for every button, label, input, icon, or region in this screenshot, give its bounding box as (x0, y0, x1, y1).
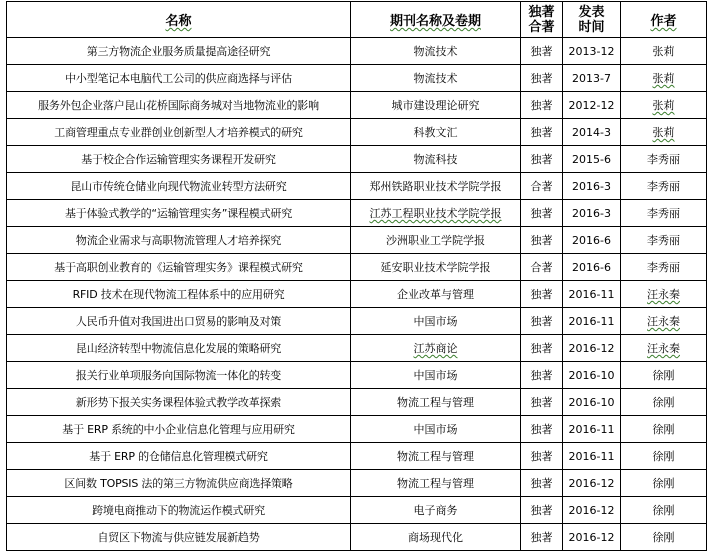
cell-title: 物流企业需求与高职物流管理人才培养探究 (7, 227, 351, 254)
cell-date: 2012-12 (563, 92, 621, 119)
table-row (7, 335, 707, 362)
cell-author: 李秀丽 (621, 146, 707, 173)
cell-journal: 科教文汇 (351, 119, 521, 146)
cell-journal: 中国市场 (351, 308, 521, 335)
table-row (7, 38, 707, 65)
cell-type: 独著 (521, 308, 563, 335)
cell-title: 新形势下报关实务课程体验式教学改革探索 (7, 389, 351, 416)
cell-author: 汪永秦 (621, 308, 707, 335)
cell-type: 独著 (521, 92, 563, 119)
cell-date: 2013-7 (563, 65, 621, 92)
cell-journal: 江苏商论 (351, 335, 521, 362)
table-row (7, 416, 707, 443)
table-row (7, 173, 707, 200)
cell-date: 2016-11 (563, 281, 621, 308)
cell-title: 基于 ERP 的仓储信息化管理模式研究 (7, 443, 351, 470)
cell-type: 独著 (521, 65, 563, 92)
cell-title: 区间数 TOPSIS 法的第三方物流供应商选择策略 (7, 470, 351, 497)
table-row (7, 524, 707, 551)
cell-journal: 企业改革与管理 (351, 281, 521, 308)
cell-title: 工商管理重点专业群创业创新型人才培养模式的研究 (7, 119, 351, 146)
cell-date: 2016-6 (563, 227, 621, 254)
cell-type: 独著 (521, 119, 563, 146)
cell-type: 独著 (521, 524, 563, 551)
cell-author: 徐刚 (621, 362, 707, 389)
table-row (7, 227, 707, 254)
cell-type: 独著 (521, 497, 563, 524)
cell-author: 汪永秦 (621, 335, 707, 362)
table-row (7, 254, 707, 281)
cell-author: 徐刚 (621, 524, 707, 551)
cell-journal: 城市建设理论研究 (351, 92, 521, 119)
cell-type: 独著 (521, 281, 563, 308)
cell-title: 中小型笔记本电脑代工公司的供应商选择与评估 (7, 65, 351, 92)
cell-title: 昆山市传统仓储业向现代物流业转型方法研究 (7, 173, 351, 200)
cell-date: 2016-11 (563, 443, 621, 470)
header-author: 作者 (621, 2, 707, 38)
cell-title: 报关行业单项服务向国际物流一体化的转变 (7, 362, 351, 389)
cell-title: 昆山经济转型中物流信息化发展的策略研究 (7, 335, 351, 362)
cell-type: 独著 (521, 389, 563, 416)
cell-journal: 物流工程与管理 (351, 389, 521, 416)
cell-date: 2016-12 (563, 524, 621, 551)
cell-date: 2016-12 (563, 335, 621, 362)
cell-journal: 江苏工程职业技术学院学报 (351, 200, 521, 227)
cell-journal: 物流技术 (351, 38, 521, 65)
cell-author: 张莉 (621, 65, 707, 92)
cell-author: 徐刚 (621, 416, 707, 443)
cell-author: 张莉 (621, 119, 707, 146)
cell-author: 徐刚 (621, 470, 707, 497)
table-row (7, 470, 707, 497)
cell-journal: 延安职业技术学院学报 (351, 254, 521, 281)
cell-author: 张莉 (621, 38, 707, 65)
cell-journal: 物流工程与管理 (351, 443, 521, 470)
table-row (7, 362, 707, 389)
cell-author: 李秀丽 (621, 173, 707, 200)
cell-type: 独著 (521, 200, 563, 227)
cell-journal: 商场现代化 (351, 524, 521, 551)
cell-type: 独著 (521, 470, 563, 497)
cell-title: 基于高职创业教育的《运输管理实务》课程模式研究 (7, 254, 351, 281)
cell-title: 基于体验式教学的“运输管理实务”课程模式研究 (7, 200, 351, 227)
cell-date: 2016-11 (563, 308, 621, 335)
cell-author: 李秀丽 (621, 227, 707, 254)
cell-title: 人民币升值对我国进出口贸易的影响及对策 (7, 308, 351, 335)
table-row (7, 497, 707, 524)
cell-journal: 物流科技 (351, 146, 521, 173)
table-row (7, 389, 707, 416)
cell-date: 2016-3 (563, 173, 621, 200)
cell-date: 2013-12 (563, 38, 621, 65)
publication-table (6, 1, 707, 551)
cell-journal: 沙洲职业工学院学报 (351, 227, 521, 254)
table-row (7, 281, 707, 308)
cell-date: 2015-6 (563, 146, 621, 173)
header-date: 发表 时间 (563, 2, 621, 38)
table-row (7, 65, 707, 92)
cell-journal: 中国市场 (351, 416, 521, 443)
header-row (7, 2, 707, 38)
cell-author: 李秀丽 (621, 200, 707, 227)
cell-type: 独著 (521, 443, 563, 470)
cell-title: 基于校企合作运输管理实务课程开发研究 (7, 146, 351, 173)
cell-author: 徐刚 (621, 497, 707, 524)
cell-title: 基于 ERP 系统的中小企业信息化管理与应用研究 (7, 416, 351, 443)
cell-title: 自贸区下物流与供应链发展新趋势 (7, 524, 351, 551)
cell-author: 张莉 (621, 92, 707, 119)
table-row (7, 92, 707, 119)
cell-type: 独著 (521, 335, 563, 362)
header-title: 名称 (7, 2, 351, 38)
cell-title: 服务外包企业落户昆山花桥国际商务城对当地物流业的影响 (7, 92, 351, 119)
cell-type: 合著 (521, 173, 563, 200)
cell-date: 2016-10 (563, 362, 621, 389)
cell-date: 2016-3 (563, 200, 621, 227)
cell-type: 独著 (521, 227, 563, 254)
table-row (7, 200, 707, 227)
table-row (7, 308, 707, 335)
cell-type: 独著 (521, 362, 563, 389)
cell-journal: 郑州铁路职业技术学院学报 (351, 173, 521, 200)
cell-type: 独著 (521, 416, 563, 443)
cell-type: 独著 (521, 146, 563, 173)
header-authorship: 独著 合著 (521, 2, 563, 38)
table-row (7, 146, 707, 173)
cell-date: 2016-11 (563, 416, 621, 443)
cell-author: 汪永秦 (621, 281, 707, 308)
header-journal: 期刊名称及卷期 (351, 2, 521, 38)
cell-author: 李秀丽 (621, 254, 707, 281)
cell-author: 徐刚 (621, 443, 707, 470)
cell-date: 2014-3 (563, 119, 621, 146)
cell-journal: 物流工程与管理 (351, 470, 521, 497)
table-row (7, 443, 707, 470)
cell-date: 2016-6 (563, 254, 621, 281)
cell-date: 2016-10 (563, 389, 621, 416)
cell-journal: 物流技术 (351, 65, 521, 92)
cell-type: 合著 (521, 254, 563, 281)
cell-author: 徐刚 (621, 389, 707, 416)
cell-title: 跨境电商推动下的物流运作模式研究 (7, 497, 351, 524)
cell-title: RFID 技术在现代物流工程体系中的应用研究 (7, 281, 351, 308)
table-row (7, 119, 707, 146)
cell-title: 第三方物流企业服务质量提高途径研究 (7, 38, 351, 65)
cell-type: 独著 (521, 38, 563, 65)
cell-date: 2016-12 (563, 470, 621, 497)
cell-journal: 电子商务 (351, 497, 521, 524)
cell-date: 2016-12 (563, 497, 621, 524)
cell-journal: 中国市场 (351, 362, 521, 389)
